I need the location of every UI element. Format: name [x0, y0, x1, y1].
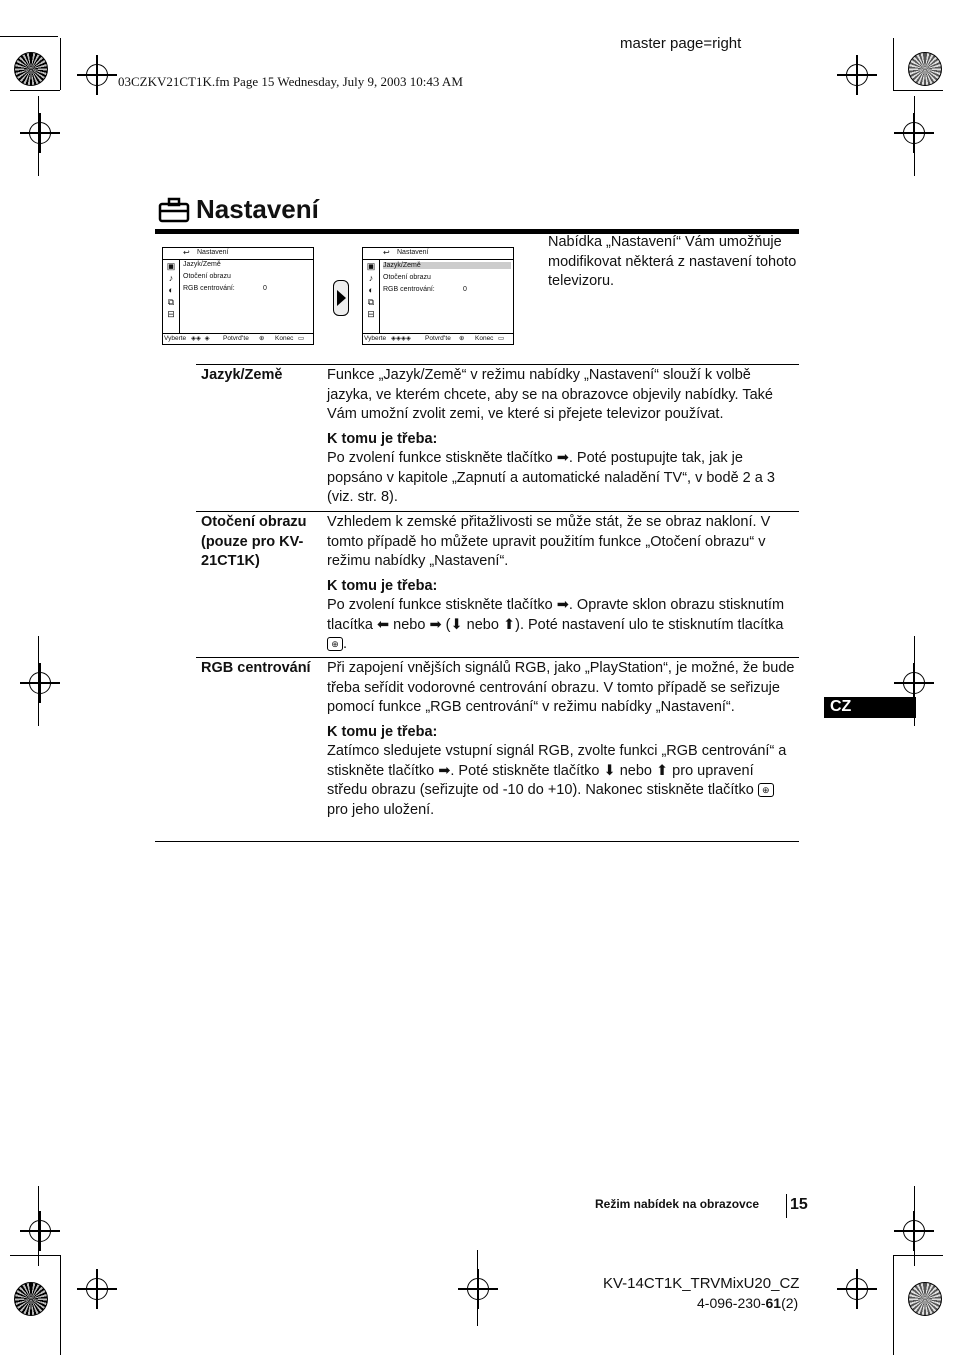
right-arrow-icon: ➡: [556, 450, 569, 466]
language-tag: [824, 697, 916, 718]
right-arrow-icon: ➡: [429, 616, 442, 633]
crop-mark: [38, 636, 39, 726]
down-arrow-icon: ⬇: [603, 762, 616, 779]
row-label: Otočení obrazu (pouze pro KV-21CT1K): [201, 514, 307, 569]
menu-button-icon: ▭: [498, 335, 505, 342]
registration-target-icon: [29, 1220, 51, 1242]
row-desc-text: Funkce „Jazyk/Země“ v režimu nabídky „Nastavení“ slouží k volbě jazyka, ve kterém chcete, aby se na obrazovce objevily nabídky. Také Vám umožní zvolit zemi, ve které si přejete televizor používat.: [327, 367, 773, 422]
step-text: Zatímco sledujete vstupní signál RGB, zvolte funkci „RGB centrování“ a stiskněte tlačítko: [327, 743, 787, 779]
row-description: [327, 366, 797, 508]
up-arrow-icon: ⬆: [502, 616, 516, 633]
table-rule: [155, 841, 799, 842]
footer-exit: Konec: [475, 335, 494, 342]
right-arrow-icon: ➡: [438, 762, 451, 779]
crop-mark: [893, 38, 894, 90]
row-desc-text: Vzhledem k zemské přitažlivosti se může stát, že se obraz nakloní. V tomto případě ho můžete upravit použitím funkce „Otočení obrazu“ v režimu nabídky „Nastavení“.: [327, 514, 771, 569]
page-title: Nastavení: [196, 194, 319, 224]
crop-mark: [893, 90, 943, 91]
sound-icon: ♪: [368, 273, 374, 283]
step-text: . Opravte sklon obrazu stisknutím tlacítka: [327, 597, 785, 633]
menu-title: Nastavení: [397, 249, 429, 256]
page-title-block: [158, 194, 319, 225]
up-arrow-icon: ⬆: [656, 762, 669, 779]
left-arrow-icon: ⬅: [376, 616, 390, 633]
timer-icon: ◐: [368, 285, 374, 295]
step-text: . Poté postupujte tak, jak je popsáno v kapitole „Zapnutí a automatické naladění TV“, v bodě 2 a 3 (viz. str. 8).: [327, 450, 775, 505]
footer-section-title: Režim nabídek na obrazovce: [595, 1197, 760, 1211]
registration-target-icon: [29, 672, 51, 694]
menu-title: Nastavení: [197, 249, 229, 256]
ok-button-icon: ⊕: [259, 335, 265, 342]
menu-screenshot-right: [362, 247, 514, 345]
row-need-heading: K tomu je třeba:: [327, 430, 438, 447]
model-code: KV-14CT1K_TRVMixU20_CZ: [603, 1275, 800, 1292]
crop-mark: [38, 96, 39, 176]
registration-target-icon: [846, 1278, 868, 1300]
step-text: nebo: [615, 762, 656, 779]
ok-button-icon: ⊕: [327, 637, 343, 651]
menu-item-selected: Jazyk/Země: [383, 262, 511, 269]
crop-mark: [10, 90, 60, 91]
toolbox-icon: [158, 197, 190, 223]
row-steps: [327, 596, 797, 655]
menu-icon-column: [363, 260, 380, 334]
step-text: ). Poté nastavení ulo te stisknutím tlacítka: [515, 616, 784, 633]
row-description: [327, 513, 797, 655]
crop-mark: [477, 1250, 478, 1326]
step-text: (: [441, 616, 451, 633]
registration-star-icon: [14, 1282, 48, 1316]
toolbox-icon: ⊟: [167, 309, 175, 319]
nav-buttons-icon: ◈◈◈◈: [391, 335, 411, 342]
right-arrow-icon: [333, 280, 349, 316]
channel-icon: ⧉: [167, 297, 175, 307]
return-icon: ↩: [383, 248, 390, 257]
picture-icon: ▣: [366, 261, 376, 271]
row-desc-text: Při zapojení vnějších signálů RGB, jako „PlayStation“, je možné, že bude třeba seřídit vodorovné centrování obrazu. V tomto případě se seřizuje pomocí funkce „RGB centrování“ v režimu nabídky „Nastavení“.: [327, 660, 795, 715]
toolbox-icon: ⊟: [367, 309, 375, 319]
intro-text: Nabídka „Nastavení“ Vám umožňuje modifikovat některá z nastavení tohoto televizoru.: [548, 234, 797, 289]
step-text: Po zvolení funkce stiskněte tlačítko: [327, 597, 557, 613]
menu-screenshot-left: [162, 247, 314, 345]
language-tag-text: CZ: [830, 698, 852, 715]
step-text: pro upravení středu obrazu (seřizujte od -10 do +10). Nakonec stiskněte tlačítko: [327, 762, 758, 798]
menu-item: Otočení obrazu: [383, 274, 431, 281]
return-icon: ↩: [183, 248, 190, 257]
row-description: [327, 659, 797, 820]
crop-mark: [10, 1255, 60, 1256]
ok-button-icon: ⊕: [459, 335, 465, 342]
footer-exit: Konec: [275, 335, 294, 342]
crop-mark: [38, 1186, 39, 1266]
footer-divider: [786, 1194, 787, 1218]
right-arrow-icon: ➡: [556, 597, 569, 613]
menu-icon-column: [163, 260, 180, 334]
registration-target-icon: [467, 1278, 489, 1300]
step-text: nebo: [389, 616, 430, 633]
registration-star-icon: [908, 1282, 942, 1316]
menu-value: 0: [263, 285, 267, 292]
step-text: nebo: [462, 616, 503, 633]
menu-item: Otočení obrazu: [183, 273, 231, 280]
master-page-label: master page=right: [620, 35, 742, 52]
timer-icon: ◐: [168, 285, 174, 295]
table-rule: [196, 364, 799, 365]
crop-mark: [0, 36, 58, 37]
menu-footer: [363, 333, 513, 344]
row-need-heading: K tomu je třeba:: [327, 723, 438, 740]
part-number-suffix: (2): [781, 1295, 799, 1311]
table-rule: [196, 657, 799, 658]
menu-button-icon: ▭: [298, 335, 305, 342]
menu-item: RGB centrování:: [183, 285, 235, 292]
menu-footer: [163, 333, 313, 344]
crop-mark: [914, 96, 915, 176]
registration-star-icon: [14, 52, 48, 86]
sound-icon: ♪: [168, 273, 174, 283]
ok-button-icon: ⊕: [758, 783, 774, 797]
row-steps: [327, 449, 797, 508]
menu-value: 0: [463, 286, 467, 293]
crop-mark: [893, 1255, 943, 1256]
step-text: .: [343, 636, 348, 652]
menu-item: Jazyk/Země: [183, 261, 221, 268]
step-text: pro jeho uložení.: [327, 801, 435, 818]
channel-icon: ⧉: [367, 297, 375, 307]
registration-star-icon: [908, 52, 942, 86]
down-arrow-icon: ⬇: [450, 616, 463, 633]
crop-mark: [893, 1255, 894, 1355]
registration-target-icon: [86, 1278, 108, 1300]
part-number: [697, 1295, 798, 1311]
footer-select: Vyberte: [364, 335, 387, 342]
row-label: Jazyk/Země: [201, 367, 283, 383]
part-number-prefix: 4-096-230-: [697, 1295, 766, 1311]
registration-target-icon: [29, 122, 51, 144]
crop-mark: [914, 1186, 915, 1266]
table-rule: [196, 511, 799, 512]
step-text: Po zvolení funkce stiskněte tlačítko: [327, 450, 557, 466]
row-need-heading: K tomu je třeba:: [327, 577, 438, 594]
picture-icon: ▣: [166, 261, 176, 271]
file-info-line: 03CZKV21CT1K.fm Page 15 Wednesday, July 9, 2003 10:43 AM: [118, 74, 463, 89]
nav-buttons-icon: ◈◈ ◈: [191, 335, 210, 342]
registration-target-icon: [86, 64, 108, 86]
footer-select: Vyberte: [164, 335, 187, 342]
footer-confirm: Potvrď'te: [425, 335, 451, 342]
registration-target-icon: [846, 64, 868, 86]
part-number-bold: 61: [765, 1295, 782, 1311]
menu-item: RGB centrování:: [383, 286, 435, 293]
crop-mark: [60, 1255, 61, 1355]
step-text: . Poté stiskněte tlačítko: [450, 762, 604, 779]
page-number: 15: [790, 1196, 808, 1213]
row-steps: [327, 742, 797, 820]
footer-confirm: Potvrď'te: [223, 335, 249, 342]
crop-mark: [60, 38, 61, 90]
row-label: RGB centrování: [201, 660, 311, 676]
